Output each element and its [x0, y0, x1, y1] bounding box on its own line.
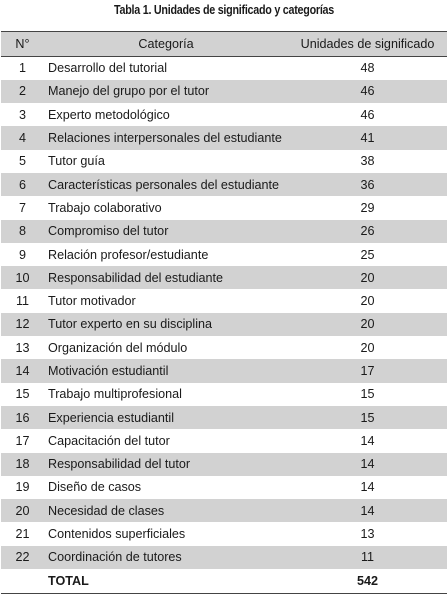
row-number: 21 — [15, 527, 30, 542]
row-units: 13 — [360, 527, 375, 542]
row-category: Motivación estudiantil — [48, 364, 169, 378]
row-category: Experiencia estudiantil — [48, 410, 175, 425]
row-category: Experto metodológico — [48, 107, 170, 122]
row-units: 14 — [360, 457, 375, 472]
total-number-cell — [1, 569, 44, 593]
total-label: TOTAL — [48, 573, 89, 588]
row-number: 7 — [18, 200, 26, 215]
row-category: Tutor guía — [48, 154, 105, 169]
row-number: 3 — [18, 107, 26, 122]
header-category: Categoría — [138, 37, 194, 51]
table-body — [1, 57, 447, 594]
row-units: 29 — [360, 200, 375, 215]
row-units: 15 — [360, 410, 375, 425]
row-units: 20 — [360, 340, 375, 355]
table-row — [1, 383, 447, 406]
row-category: Responsabilidad del estudiante — [48, 270, 224, 285]
table-row — [1, 313, 447, 336]
row-number: 13 — [15, 340, 30, 355]
total-units: 542 — [356, 573, 378, 588]
row-units: 14 — [360, 433, 375, 448]
row-category: Diseño de casos — [48, 480, 142, 495]
row-units: 14 — [360, 503, 375, 518]
row-category: Compromiso del tutor — [48, 224, 169, 239]
row-number: 2 — [18, 84, 26, 99]
row-number: 20 — [15, 503, 30, 518]
table-row — [1, 196, 447, 219]
row-number: 6 — [18, 177, 26, 192]
row-number: 16 — [15, 410, 30, 425]
row-units: 25 — [360, 247, 375, 262]
row-number: 1 — [18, 61, 26, 76]
row-category: Desarrollo del tutorial — [48, 61, 167, 76]
row-category: Necesidad de clases — [48, 503, 165, 518]
table-row — [1, 103, 447, 126]
table-row — [1, 243, 447, 266]
table-row — [1, 359, 447, 382]
row-number: 19 — [15, 480, 30, 495]
table-row — [1, 126, 447, 149]
row-units: 11 — [360, 550, 375, 565]
row-units: 17 — [360, 364, 375, 378]
row-units: 48 — [360, 61, 375, 76]
row-number: 15 — [15, 387, 30, 402]
table-row — [1, 220, 447, 243]
row-units: 41 — [360, 131, 375, 146]
row-category: Relación profesor/estudiante — [48, 247, 209, 262]
row-category: Responsabilidad del tutor — [48, 457, 191, 472]
row-number: 18 — [15, 457, 30, 472]
row-units: 20 — [360, 317, 375, 332]
table-row — [1, 336, 447, 359]
row-units: 26 — [360, 224, 375, 239]
row-units: 20 — [360, 294, 375, 309]
header-units: Unidades de significado — [300, 37, 435, 51]
row-units: 36 — [360, 177, 375, 192]
row-category: Trabajo colaborativo — [48, 200, 162, 215]
row-category: Tutor motivador — [48, 294, 136, 309]
row-units: 46 — [360, 107, 375, 122]
row-category: Relaciones interpersonales del estudiante — [48, 131, 282, 146]
table-row — [1, 476, 447, 499]
units-table — [1, 31, 447, 594]
row-number: 5 — [18, 154, 26, 169]
row-units: 46 — [360, 84, 375, 99]
row-units: 38 — [360, 154, 375, 169]
table-row — [1, 453, 447, 476]
table-row — [1, 266, 447, 289]
row-number: 12 — [15, 317, 30, 332]
row-number: 8 — [18, 224, 26, 239]
total-row — [1, 569, 447, 593]
row-category: Contenidos superficiales — [48, 527, 186, 542]
row-units: 14 — [360, 480, 375, 495]
table-row — [1, 406, 447, 429]
row-category: Capacitación del tutor — [48, 433, 170, 448]
row-category: Características personales del estudiante — [48, 177, 280, 192]
table-title: Tabla 1. Unidades de significado y categorías — [114, 3, 334, 17]
row-category: Manejo del grupo por el tutor — [48, 84, 210, 99]
table-row — [1, 57, 447, 80]
row-number: 14 — [15, 364, 30, 378]
row-number: 11 — [15, 294, 30, 309]
table-row — [1, 173, 447, 196]
table-row — [1, 150, 447, 173]
table-header-row — [1, 32, 447, 57]
row-number: 10 — [15, 270, 30, 285]
table-row — [1, 289, 447, 312]
table-row — [1, 546, 447, 569]
table-row — [1, 80, 447, 103]
table-row — [1, 522, 447, 545]
row-number: 9 — [18, 247, 26, 262]
row-units: 20 — [360, 270, 375, 285]
row-category: Coordinación de tutores — [48, 550, 182, 565]
row-units: 15 — [360, 387, 375, 402]
table-row — [1, 429, 447, 452]
table-row — [1, 499, 447, 522]
row-category: Organización del módulo — [48, 340, 188, 355]
header-number: N° — [15, 37, 30, 51]
row-category: Tutor experto en su disciplina — [48, 317, 213, 332]
row-category: Trabajo multiprofesional — [48, 387, 182, 402]
row-number: 17 — [15, 433, 30, 448]
row-number: 4 — [18, 131, 26, 146]
row-number: 22 — [15, 550, 30, 565]
